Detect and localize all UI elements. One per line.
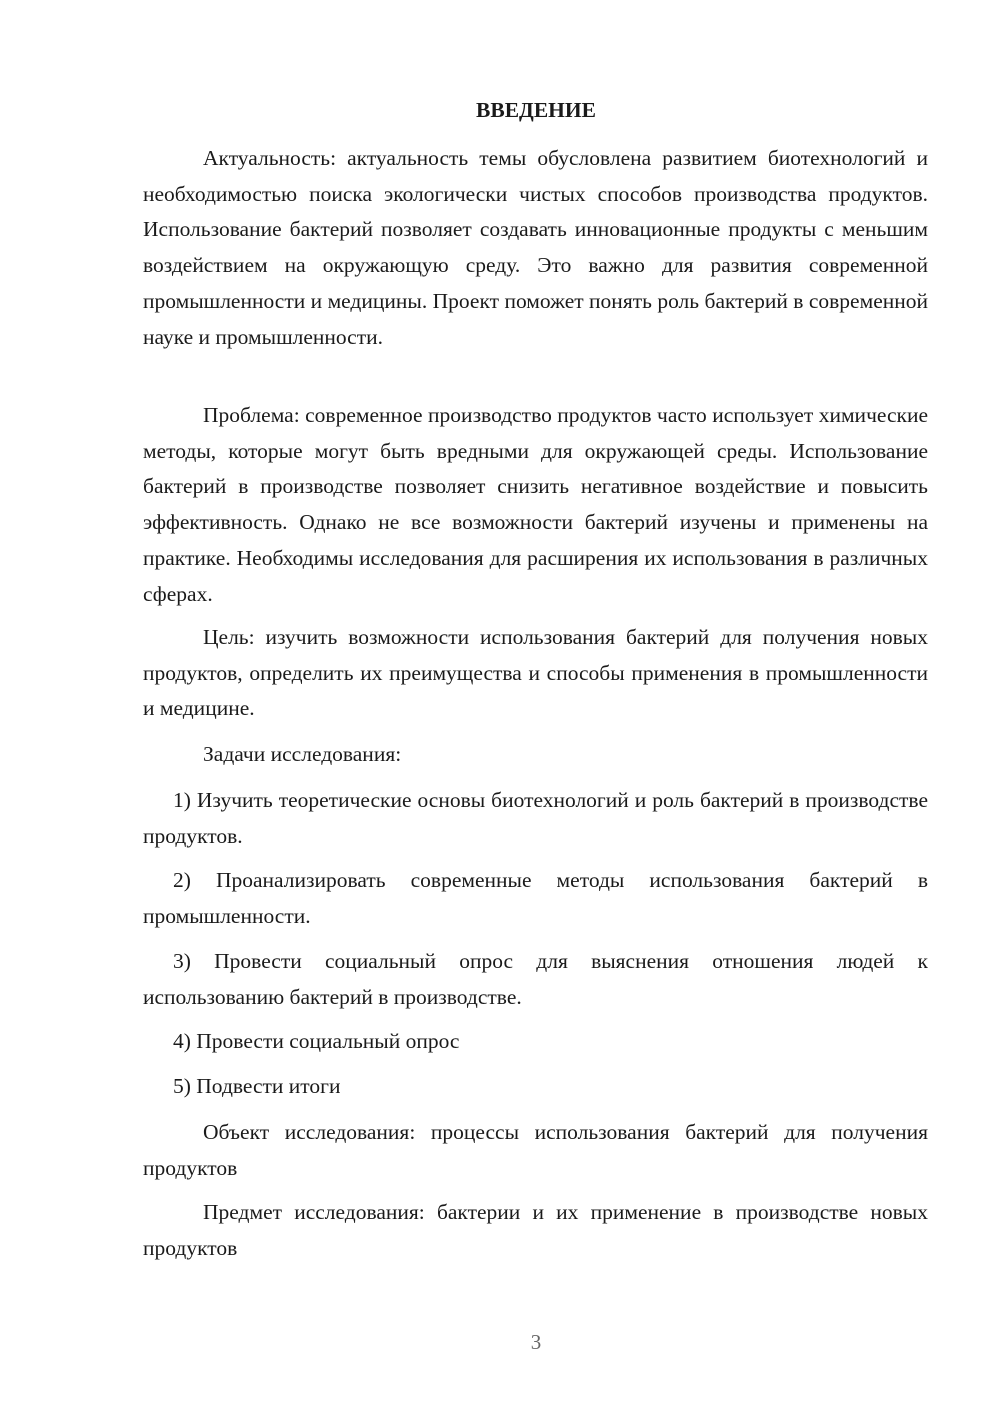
paragraph-tasks-heading: Задачи исследования: [203,742,402,766]
task-item-4: 4) Провести социальный опрос [173,1029,460,1053]
task-item-2: 2) Проанализировать современные методы использования бактерий в промышленности. [143,868,928,928]
page-title: ВВЕДЕНИЕ [476,98,596,122]
task-item-5: 5) Подвести итоги [173,1074,341,1098]
paragraph-subject: Предмет исследования: бактерии и их применение в производстве новых продуктов [143,1200,928,1260]
page-number: 3 [530,1330,542,1354]
paragraph-relevance: Актуальность: актуальность темы обусловлена развитием биотехнологий и необходимостью поиска экологически чистых способов производства продуктов. Использование бактерий позволяет создавать инновационные продукты с меньшим воздействием на окружающую среду. Это важно для развития современной промышленности и медицины. Проект поможет понять роль бактерий в современной науке и промышленности. [143,146,928,349]
paragraph-object: Объект исследования: процессы использования бактерий для получения продуктов [143,1120,928,1180]
task-item-1: 1) Изучить теоретические основы биотехнологий и роль бактерий в производстве продуктов. [143,788,928,848]
paragraph-problem: Проблема: современное производство продуктов часто использует химические методы, которые могут быть вредными для окружающей среды. Использование бактерий в производстве позволяет снизить негативное воздействие и повысить эффективность. Однако не все возможности бактерий изучены и применены на практике. Необходимы исследования для расширения их использования в различных сферах. [143,403,928,606]
task-item-3: 3) Провести социальный опрос для выяснения отношения людей к использованию бактерий в производстве. [143,949,928,1009]
paragraph-goal: Цель: изучить возможности использования бактерий для получения новых продуктов, определить их преимущества и способы применения в промышленности и медицине. [143,625,928,721]
